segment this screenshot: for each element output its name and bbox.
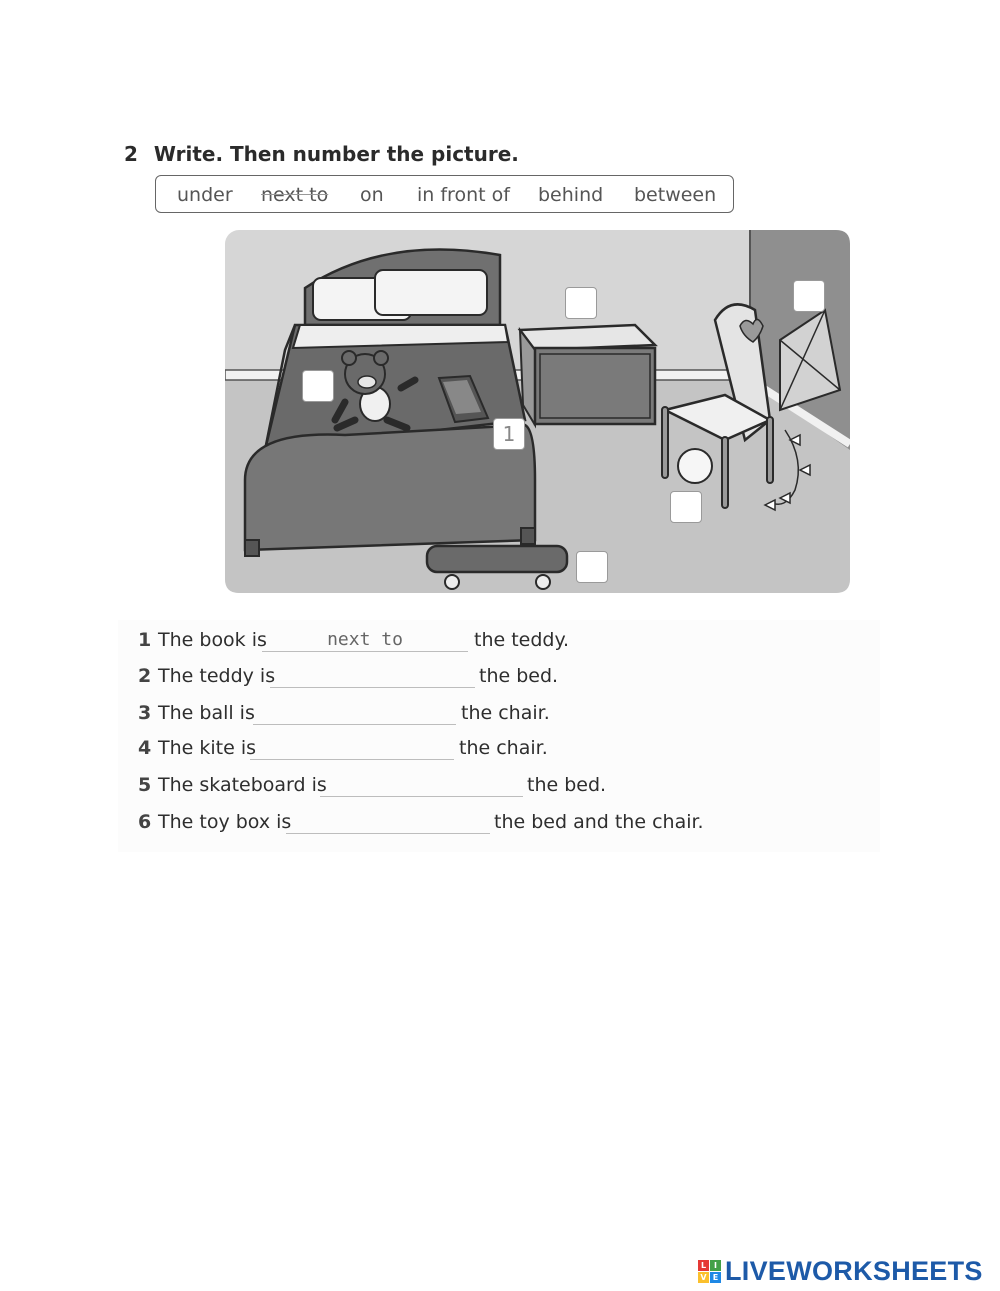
sentence-number: 5: [138, 774, 152, 796]
ball-number-box[interactable]: [670, 491, 702, 523]
word-in-front-of: in front of: [417, 184, 510, 206]
answer-2-input[interactable]: [270, 663, 475, 688]
book-number-box[interactable]: 1: [493, 418, 525, 450]
toy-box-number-box[interactable]: [565, 287, 597, 319]
word-on: on: [360, 184, 384, 206]
sentence-text: The skateboard is: [158, 774, 327, 796]
word-between: between: [634, 184, 717, 206]
sentence-3: [138, 702, 255, 724]
sentence-6-end: the bed and the chair.: [494, 811, 704, 833]
bedroom-illustration: [225, 230, 850, 593]
sentence-2: [138, 665, 275, 687]
teddy-number-box[interactable]: [302, 370, 334, 402]
liveworksheets-logo-mark: [698, 1260, 721, 1283]
sentence-text: The book is: [158, 629, 267, 651]
sentence-5: [138, 774, 327, 796]
logo-letter-i: I: [710, 1260, 721, 1271]
kite-number-box[interactable]: [793, 280, 825, 312]
sentence-number: 4: [138, 737, 152, 759]
sentence-6: [138, 811, 291, 833]
sentence-text: The kite is: [158, 737, 257, 759]
sentence-number: 6: [138, 811, 152, 833]
sentence-5-end: the bed.: [527, 774, 607, 796]
sentence-text: The toy box is: [158, 811, 292, 833]
skateboard-number-box[interactable]: [576, 551, 608, 583]
sentence-1: [138, 629, 267, 651]
answer-1-input[interactable]: [262, 627, 468, 652]
sentence-number: 3: [138, 702, 152, 724]
exercise-title: [124, 142, 519, 166]
toy-box: [520, 325, 655, 425]
word-bank: [155, 175, 734, 213]
word-under: under: [177, 184, 233, 206]
sentence-number: 2: [138, 665, 152, 687]
sentence-1-end: the teddy.: [474, 629, 570, 651]
answer-6-input[interactable]: [286, 809, 490, 834]
sentence-text: The teddy is: [158, 665, 276, 687]
bedroom-picture: [225, 230, 850, 593]
logo-letter-v: V: [698, 1272, 709, 1283]
exercise-instruction: Write. Then number the picture.: [153, 142, 519, 166]
logo-text: LIVEWORKSHEETS: [725, 1256, 983, 1286]
sentence-number: 1: [138, 629, 152, 651]
exercise-number: 2: [124, 142, 138, 166]
word-next-to: next to: [261, 184, 329, 206]
answer-4-input[interactable]: [250, 735, 454, 760]
sentence-2-end: the bed.: [479, 665, 559, 687]
answer-5-input[interactable]: [320, 772, 523, 797]
word-behind: behind: [538, 184, 604, 206]
sentence-text: The ball is: [158, 702, 255, 724]
liveworksheets-logo[interactable]: [698, 1256, 983, 1287]
logo-letter-l: L: [698, 1260, 709, 1271]
ball: [678, 449, 712, 483]
sentence-4-end: the chair.: [459, 737, 548, 759]
sentence-4: [138, 737, 256, 759]
sentence-3-end: the chair.: [461, 702, 550, 724]
answer-3-input[interactable]: [253, 700, 456, 725]
logo-letter-e: E: [710, 1272, 721, 1283]
